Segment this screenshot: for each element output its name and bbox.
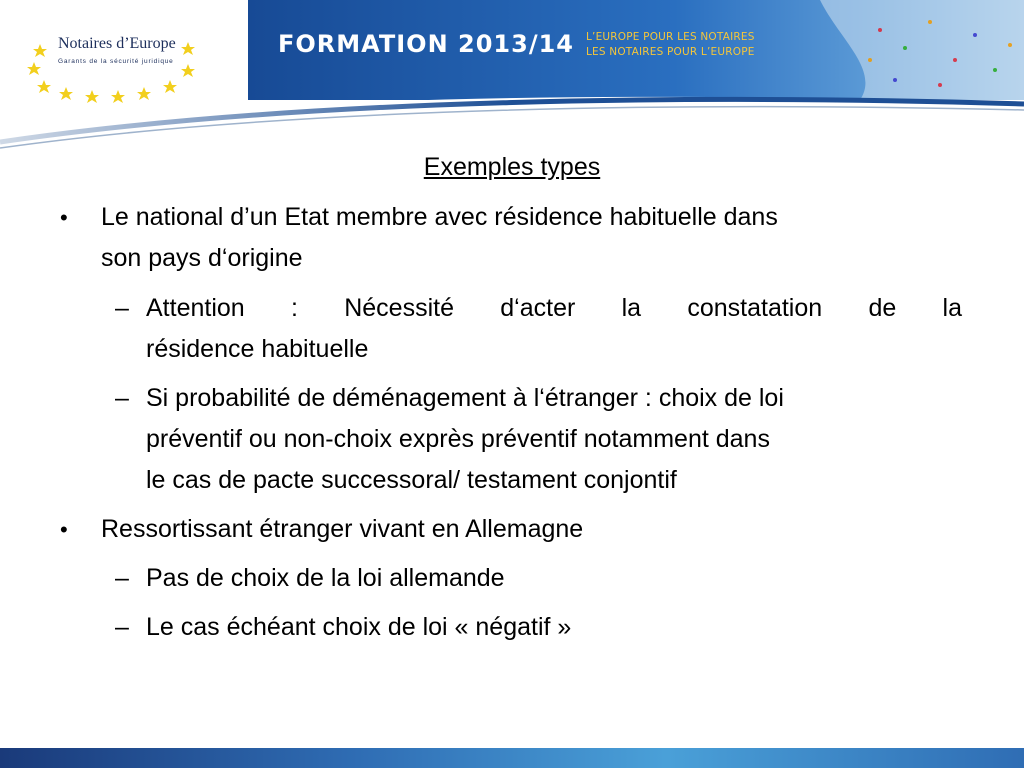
footer-bar [0, 748, 1024, 768]
slide-content [0, 150, 1024, 740]
sub-bullet-text-line: Pas de choix de la loi allemande [146, 564, 505, 592]
bullet-marker: • [60, 205, 68, 230]
logo-subtitle: Garants de la sécurité juridique [58, 58, 174, 65]
banner-tagline-2: LES NOTAIRES POUR L’EUROPE [586, 46, 755, 58]
sub-bullet-text-line: Attention : Nécessité d‘acter la constatation de la [146, 294, 962, 322]
bullet-text-line: son pays d‘origine [101, 244, 303, 272]
sub-bullet-dash: – [115, 294, 129, 322]
sub-bullet-dash: – [115, 384, 129, 412]
sub-bullet-text-line: Le cas échéant choix de loi « négatif » [146, 613, 572, 641]
sub-bullet-text-line: préventif ou non-choix exprès préventif notamment dans [146, 425, 770, 453]
slide-header [0, 0, 1024, 150]
bullet-marker: • [60, 517, 68, 542]
banner-tagline-1: L’EUROPE POUR LES NOTAIRES [586, 31, 755, 43]
banner-title: FORMATION 2013/14 [278, 30, 574, 58]
sub-bullet-dash: – [115, 564, 129, 592]
sub-bullet-dash: – [115, 613, 129, 641]
logo-title: Notaires d’Europe [58, 35, 176, 52]
notaires-logo [22, 24, 212, 104]
slide-title: Exemples types [423, 153, 601, 181]
bullet-text-line: Le national d’un Etat membre avec résidence habituelle dans [101, 203, 778, 231]
bullet-text-line: Ressortissant étranger vivant en Allemagne [101, 515, 584, 543]
sub-bullet-text-line: Si probabilité de déménagement à l‘étranger : choix de loi [146, 384, 784, 412]
sub-bullet-text-line: résidence habituelle [146, 335, 369, 363]
sub-bullet-text-line: le cas de pacte successoral/ testament conjontif [146, 466, 677, 494]
